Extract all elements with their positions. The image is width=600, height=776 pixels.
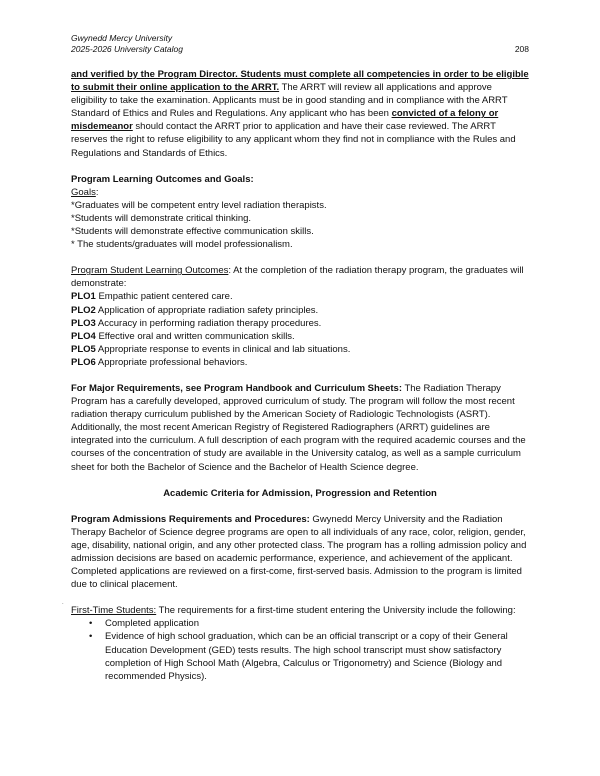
requirements-list [71,617,529,682]
major-label: For Major Requirements, see Program Handbook and Curriculum Sheets: [71,382,402,394]
arrt-text-2: should contact the ARRT prior to application and have their case reviewed. The ARRT reserves the right to refuse eligibility to any applicant whom they find not in compliance with the Rules and Regulations and Standards of Ethics. [71,121,516,159]
plo-text: Accuracy in performing radiation therapy procedures. [95,317,322,329]
plo-text: Appropriate professional behaviors. [95,356,248,368]
page-number: 208 [514,44,529,54]
slo-label: Program Student Learning Outcomes [71,265,229,277]
plo-code: PLO1 [71,291,96,303]
felony-text: convicted of a felony or misdemeanor [71,108,499,133]
goals-label: Goals [71,186,96,198]
first-time-paragraph [71,604,529,617]
first-time-label: First-Time Students: [71,605,157,617]
header-university: Gwynedd Mercy University [71,33,173,43]
document-body [71,68,529,683]
plo-code: PLO6 [71,356,96,368]
plo-code: PLO3 [71,317,96,329]
major-text: The Radiation Therapy Program has a carefully developed, approved curriculum of study. The program will follow the most recent radiation therapy curriculum published by the American Society of Radiologic Technologists (ASRT). Additionally, the most recent American Registry of Registered Radiographers (ARRT) guidelines are integrated into the curriculum. A full description of each program with the required academic courses and the courses of the concentration of study are available in the University catalog, as well as a sample curriculum sheet for both the Bachelor of Science and the Bachelor of Health Science degree. [71,382,526,473]
plo-item [71,343,529,356]
slo-intro [71,264,529,290]
list-item: • Completed application [105,617,529,630]
plo-code: PLO4 [71,330,96,342]
goals-colon: : [95,186,99,198]
plo-code: PLO5 [71,343,96,355]
goal-item: *Graduates will be competent entry level radiation therapists. [71,199,327,211]
major-paragraph [71,382,529,474]
goal-item: *Students will demonstrate effective communication skills. [71,226,314,238]
arrt-paragraph [71,68,529,160]
plo-text: Effective oral and written communication skills. [95,330,295,342]
plo-text: Appropriate response to events in clinical and lab situations. [95,343,351,355]
plo-item [71,290,529,303]
goal-item: *Students will demonstrate critical thinking. [71,212,252,224]
outcomes-heading: Program Learning Outcomes and Goals: [71,173,254,185]
plo-item [71,304,529,317]
list-item: • Evidence of high school graduation, which can be an official transcript or a copy of their General Education Development (GED) tests results. The high school transcript must show satisfactory completion of High School Math (Algebra, Calculus or Trigonometry) and Science (Biology and recommended Physics). [105,630,529,682]
slo-intro-text: : At the completion of the radiation therapy program, the graduates will demonstrate: [71,265,524,290]
goal-item: * The students/graduates will model professionalism. [71,239,293,251]
stray-mark: . [62,600,64,606]
admissions-label: Program Admissions Requirements and Procedures: [71,513,310,525]
plo-item [71,317,529,330]
goals-label-line [71,186,529,199]
arrt-text-1: The ARRT will review all applications and approve eligibility to take the examination. Applicants must be in good standing and in compliance with the ARRT Standard of Ethics and Rules and Regulations. Any applicant who has been [71,82,508,120]
plo-code: PLO2 [71,304,96,316]
plo-item [71,356,529,369]
plo-item [71,330,529,343]
plo-text: Application of appropriate radiation safety principles. [95,304,319,316]
admissions-paragraph [71,513,529,592]
header-catalog: 2025-2026 University Catalog [71,44,183,54]
first-time-text: The requirements for a first-time student entering the University include the following: [156,605,516,617]
admissions-text: Gwynedd Mercy University and the Radiation Therapy Bachelor of Science degree programs are open to all individuals of any race, color, religion, gender, age, disability, national origin, and any other protected class. The program has a rolling admission policy and admission decisions are based on academic performance, experience, and achievement of the applicant. Completed applications are reviewed on a first-come, first-served basis. Admission to the program is limited due to clinical placement. [71,513,527,591]
arrt-bold-text: and verified by the Program Director. Students must complete all competencies in order to be eligible to submit their online application to the ARRT. [71,69,529,94]
section-title: Academic Criteria for Admission, Progression and Retention [163,487,437,499]
plo-text: Empathic patient centered care. [95,291,233,303]
